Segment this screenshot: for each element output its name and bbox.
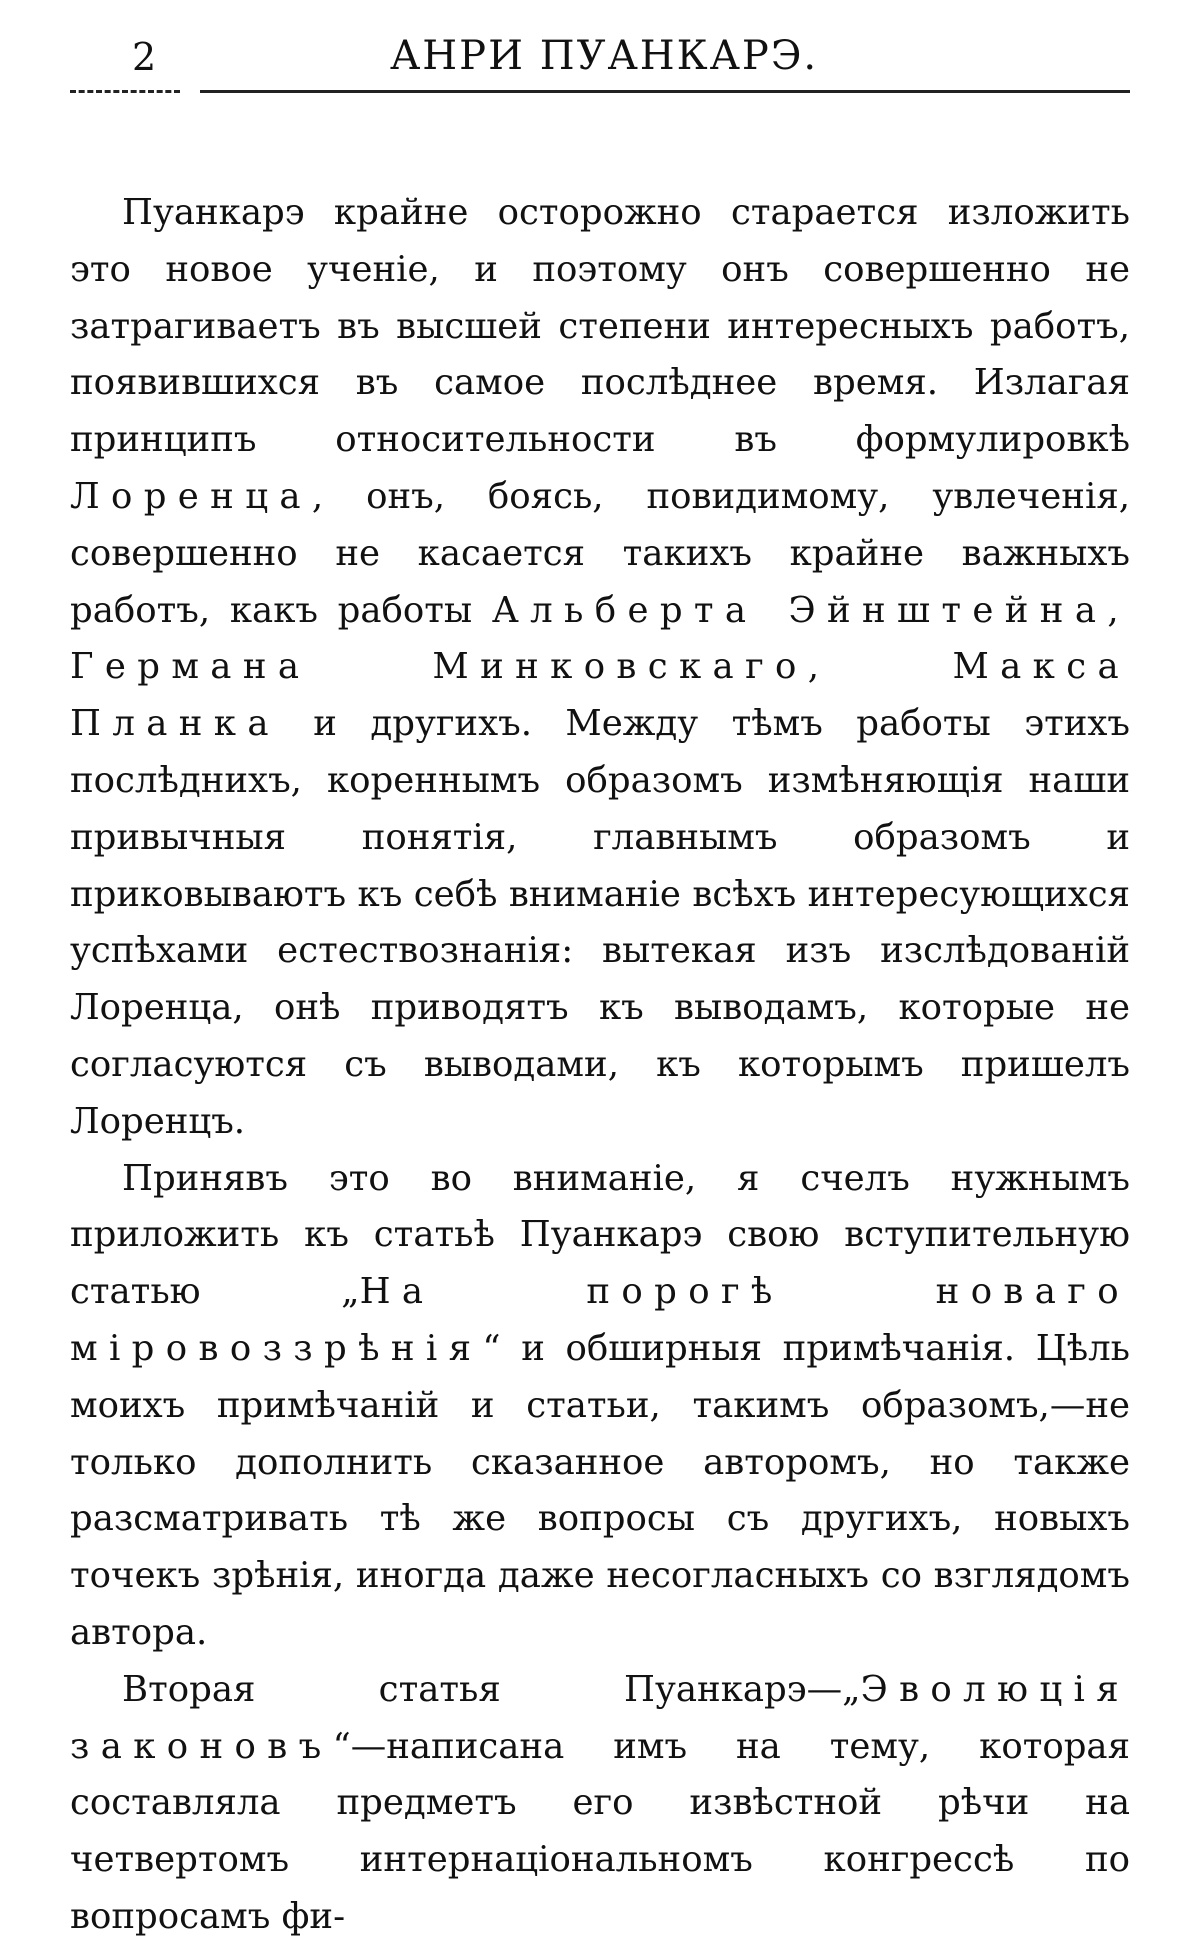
header-rule	[200, 90, 1130, 93]
spaced-name: Лоренца	[70, 475, 312, 517]
paragraph	[70, 1151, 1130, 1662]
running-title: АНРИ ПУАНКАРЭ.	[390, 33, 819, 79]
text-segment: “ и обширныя примѣчанія. Цѣль моихъ примѣчаній и статьи, такимъ образомъ,—не только дополнить сказанное авторомъ, но также разсматривать тѣ же вопросы съ другихъ, новыхъ точекъ зрѣнія, иногда даже несогласныхъ со взглядомъ автора.	[70, 1327, 1130, 1653]
spaced-name: Альберта Эйнштейна, Германа Минковскаго, Макса Планка	[70, 589, 1130, 745]
paragraph	[70, 1662, 1130, 1946]
text-segment: , онъ, боясь, повидимому, увлеченія, совершенно не касается такихъ крайне важныхъ работъ, какъ работы	[70, 475, 1130, 631]
text-segment: и другихъ. Между тѣмъ работы этихъ послѣднихъ, кореннымъ образомъ измѣняющія наши привычныя понятія, главнымъ образомъ и приковываютъ къ себѣ вниманіе всѣхъ интересующихся успѣхами естествознанія: вытекая изъ изслѣдованій Лоренца, онѣ приводятъ къ выводамъ, которые не согласуются съ выводами, къ которымъ пришелъ Лоренцъ.	[70, 703, 1130, 1142]
book-page	[70, 30, 1130, 1946]
paragraph	[70, 185, 1130, 1151]
page-header	[70, 30, 1130, 110]
spaced-title: Эволюція законовъ	[70, 1668, 1130, 1767]
text-segment: Принявъ это во вниманіе, я счелъ нужнымъ приложить къ статьѣ Пуанкарэ свою вступительную статью „	[70, 1157, 1130, 1313]
page-number: 2	[132, 35, 157, 79]
spaced-title: На порогѣ новаго міровоззрѣнія	[70, 1271, 1130, 1369]
body-text	[70, 185, 1130, 1946]
header-rule-left	[70, 90, 180, 93]
text-segment: Пуанкарэ крайне осторожно старается изложить это новое ученіе, и поэтому онъ совершенно не затрагиваетъ въ высшей степени интересныхъ работъ, появившихся въ самое послѣднее время. Излагая принципъ относительности въ формулировкѣ	[70, 192, 1130, 461]
text-segment: “—написана имъ на тему, которая составляла предметъ его извѣстной рѣчи на четвертомъ интернаціональномъ конгрессѣ по вопросамъ фи-	[70, 1725, 1130, 1937]
text-segment: Вторая статья Пуанкарэ—„	[122, 1668, 861, 1710]
